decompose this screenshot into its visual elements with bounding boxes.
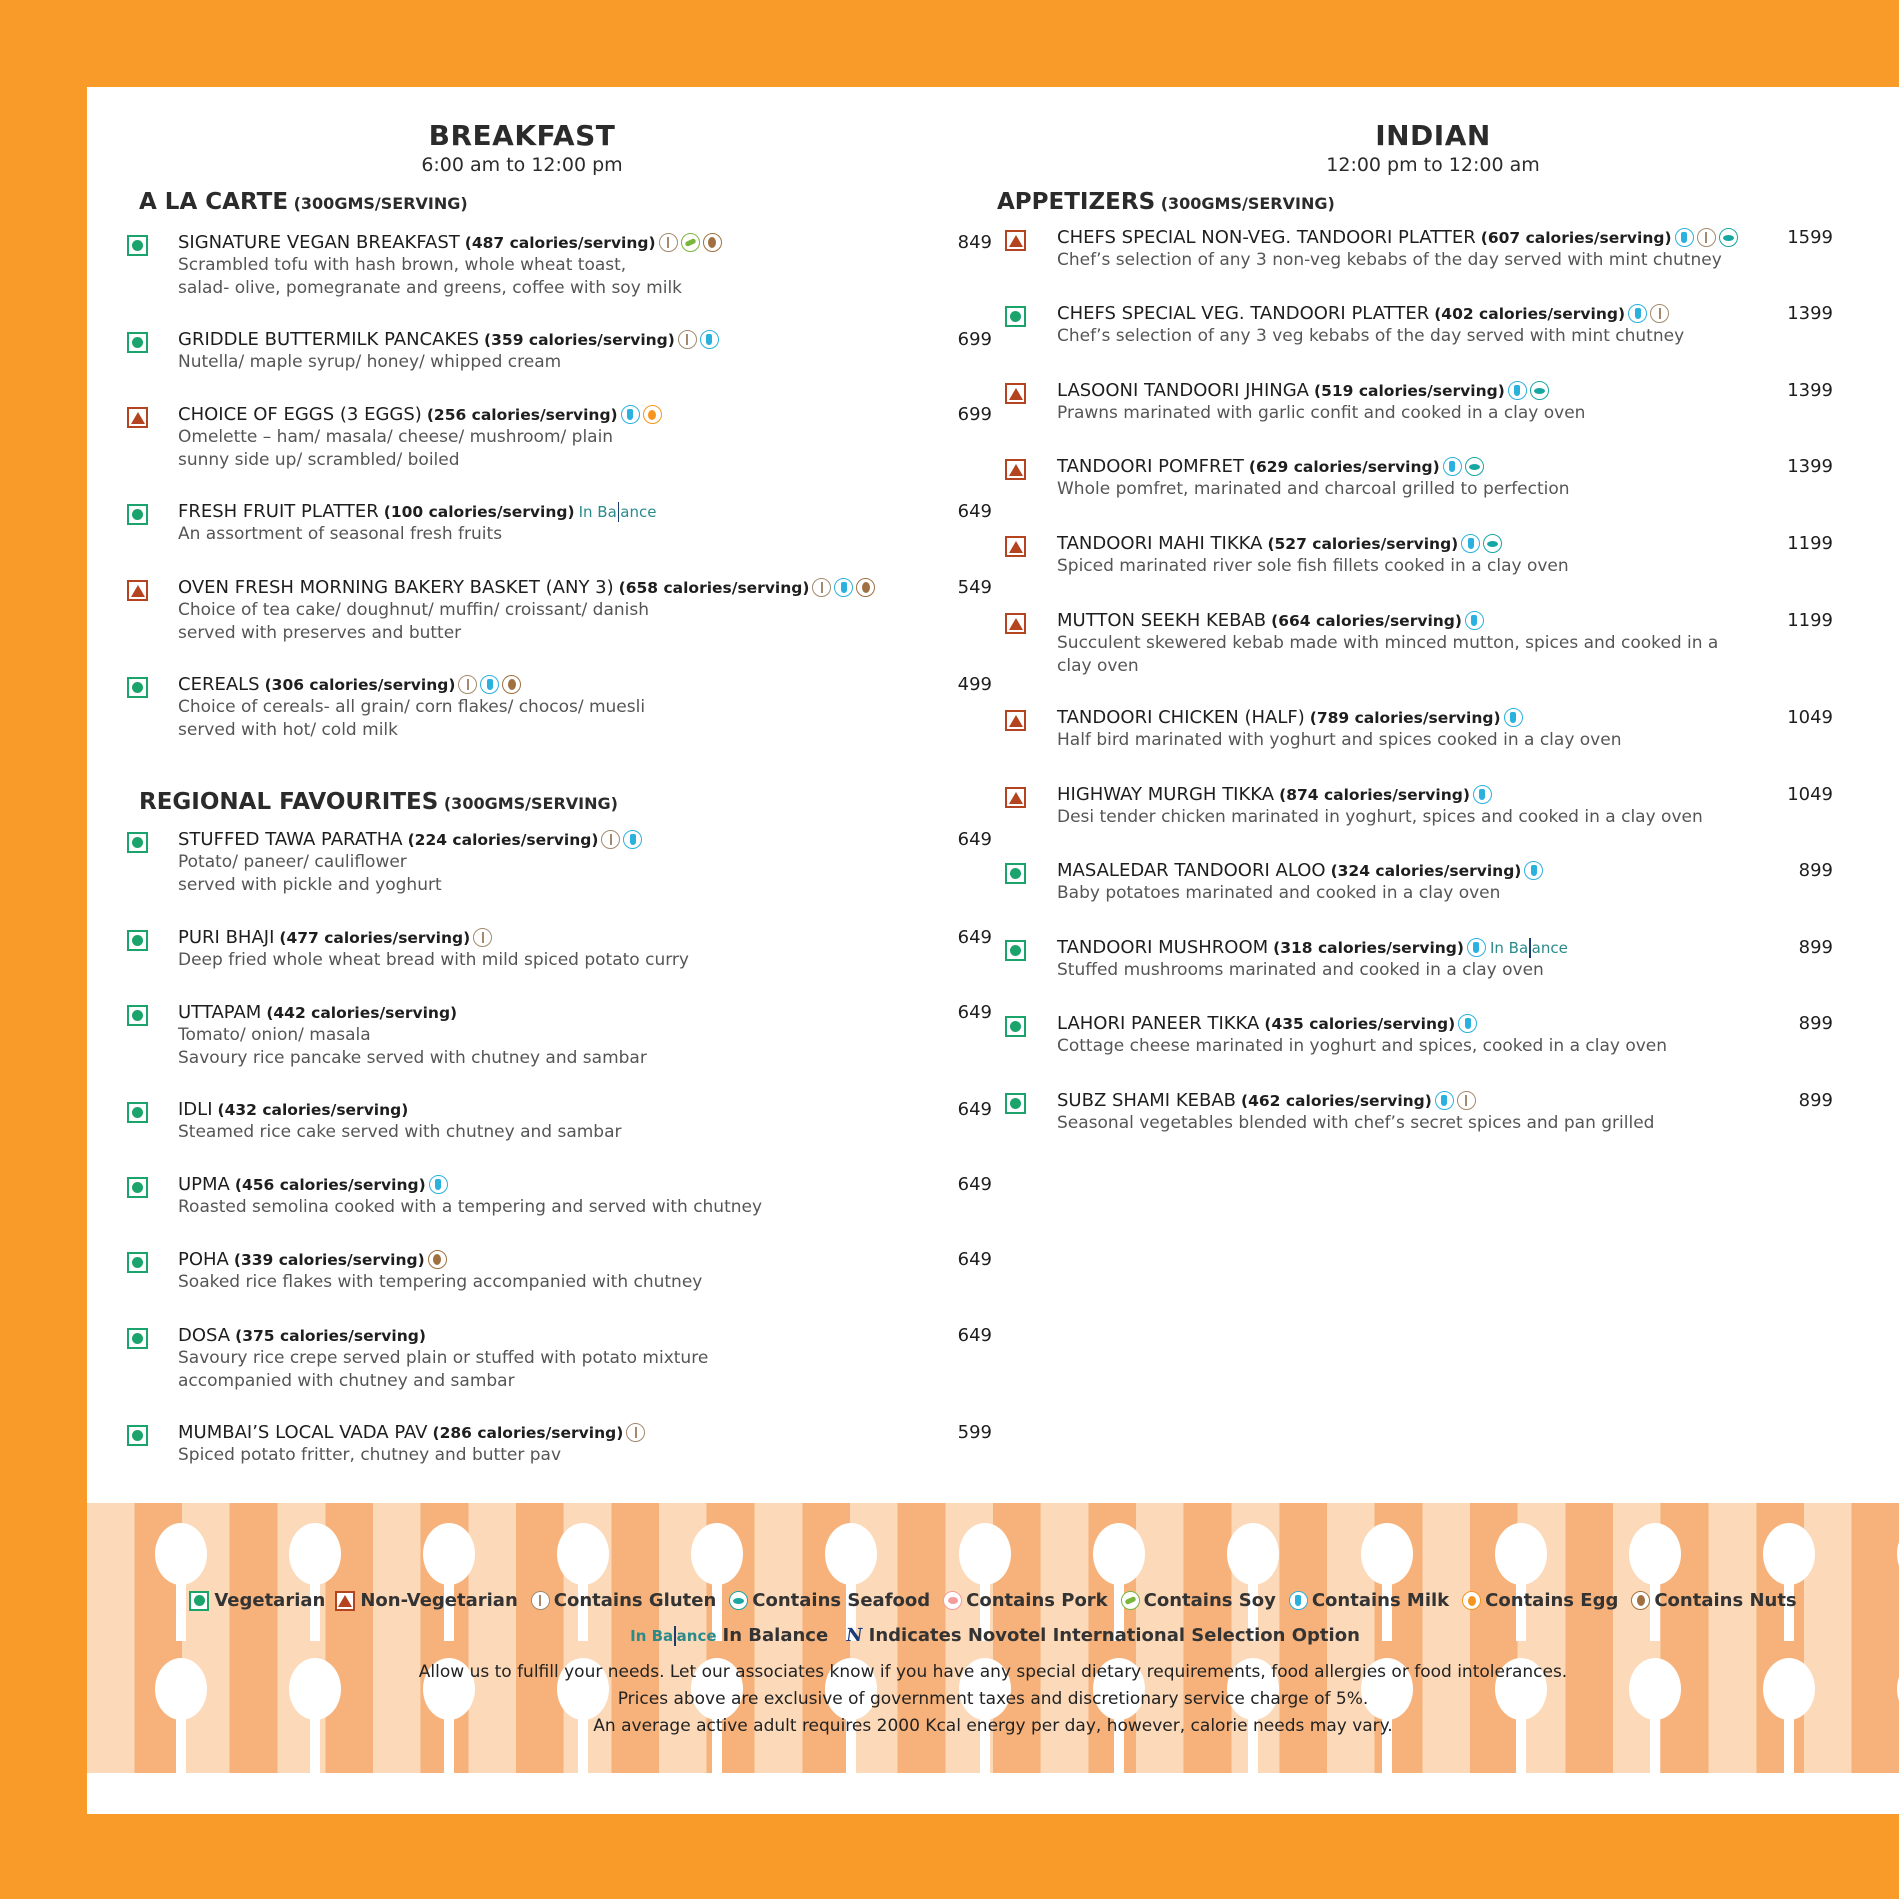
section-heading [139,189,468,215]
spoon-pattern-icon [289,1523,341,1585]
milk-icon [621,405,640,424]
section-title: A LA CARTE [139,189,289,215]
veg-mark-icon [189,1591,209,1611]
item-name-line [178,1002,647,1023]
indian-hours: 12:00 pm to 12:00 am [1326,154,1540,176]
item-price: 649 [957,501,992,522]
item-name-line [178,577,875,598]
milk-icon [1467,938,1486,957]
veg-mark-icon [127,677,148,698]
gluten-icon [1697,228,1716,247]
legend-in-balance-label: In Balance [722,1625,829,1646]
in-balance-logo-right: ance [676,1626,717,1645]
seafood-icon [1719,228,1738,247]
milk-icon [429,1175,448,1194]
item-description: Choice of tea cake/ doughnut/ muffin/ croissant/ danish [178,600,649,620]
non-veg-mark-icon [1005,787,1026,808]
item-price: 649 [957,1325,992,1346]
section-subtitle: (300GMS/SERVING) [1155,194,1335,213]
item-name: FRESH FRUIT PLATTER [178,501,379,522]
non-veg-mark-icon [127,407,148,428]
item-description: An assortment of seasonal fresh fruits [178,524,503,544]
item-name: TANDOORI MAHI TIKKA [1057,533,1263,554]
item-description: sunny side up/ scrambled/ boiled [178,450,460,470]
item-calories: (224 calories/serving) [407,830,599,849]
milk-icon [700,330,719,349]
gluten-icon [678,330,697,349]
item-description: Half bird marinated with yoghurt and spices cooked in a clay oven [1057,730,1622,750]
item-name: CHEFS SPECIAL VEG. TANDOORI PLATTER [1057,303,1430,324]
spoon-pattern-icon [423,1523,475,1585]
item-price: 1049 [1787,784,1833,805]
legend-gluten [528,1590,717,1611]
legend-egg [1459,1590,1618,1611]
spoon-pattern-icon [1227,1523,1279,1585]
breakfast-heading [87,119,957,176]
spoon-pattern-icon [155,1523,207,1585]
item-description: Chef’s selection of any 3 non-veg kebabs of the day served with mint chutney [1057,250,1722,270]
item-name-line [1057,860,1543,881]
item-name: PURI BHAJI [178,927,275,948]
spoon-pattern-icon [825,1523,877,1585]
milk-icon [1473,785,1492,804]
item-calories: (442 calories/serving) [266,1003,458,1022]
item-price: 1049 [1787,707,1833,728]
item-description: Omelette – ham/ masala/ cheese/ mushroom/ plain [178,427,614,447]
gluten-icon [458,675,477,694]
item-name: TANDOORI MUSHROOM [1057,937,1269,958]
item-description: Stuffed mushrooms marinated and cooked in a clay oven [1057,960,1544,980]
item-calories: (435 calories/serving) [1264,1014,1456,1033]
item-name-line [178,927,689,948]
item-description: Spiced marinated river sole fish fillets cooked in a clay oven [1057,556,1569,576]
item-description: accompanied with chutney and sambar [178,1371,515,1391]
seafood-icon [1483,534,1502,553]
legend-vegetarian-label: Vegetarian [214,1590,326,1611]
note-dietary: Allow us to fulfill your needs. Let our associates know if you have any special dietary requirements, food allergies or food intolerances. [418,1662,1568,1682]
nuts-icon [428,1250,447,1269]
milk-icon [480,675,499,694]
spoon-pattern-icon [1495,1523,1547,1585]
note-calories: An average active adult requires 2000 Kcal energy per day, however, calorie needs may vary. [593,1716,1393,1736]
item-name-line [1057,707,1621,728]
seafood-icon [729,1591,748,1610]
milk-icon [1675,228,1694,247]
spoon-pattern-icon [691,1523,743,1585]
milk-icon [1443,457,1462,476]
veg-mark-icon [1005,306,1026,327]
spoon-pattern-icon [1361,1523,1413,1585]
item-description: Deep fried whole wheat bread with mild spiced potato curry [178,950,689,970]
item-description: Succulent skewered kebab made with minced mutton, spices and cooked in a [1057,633,1719,653]
item-name-line [1057,1013,1667,1034]
veg-mark-icon [1005,1093,1026,1114]
item-calories: (487 calories/serving) [464,233,656,252]
milk-icon [834,578,853,597]
item-name-line [1057,1090,1654,1111]
milk-icon [1458,1014,1477,1033]
item-calories: (607 calories/serving) [1480,228,1672,247]
legend-pork [940,1590,1108,1611]
indian-title: INDIAN [1375,119,1491,152]
soy-icon [681,233,700,252]
item-name: MUTTON SEEKH KEBAB [1057,610,1267,631]
item-name: IDLI [178,1099,213,1120]
dietary-legend-row-2 [87,1625,1899,1646]
in-balance-logo-icon: In Ba ance [1489,938,1568,957]
in-balance-logo-left: In Ba [630,1626,674,1645]
indian-heading [967,119,1899,176]
seafood-icon [1465,457,1484,476]
veg-mark-icon [127,930,148,951]
egg-icon [643,405,662,424]
item-name: UTTAPAM [178,1002,262,1023]
legend-nuts [1628,1590,1796,1611]
item-calories: (432 calories/serving) [217,1100,409,1119]
spoon-pattern-icon [557,1523,609,1585]
item-name: GRIDDLE BUTTERMILK PANCAKES [178,329,480,350]
item-name-line [178,1249,702,1270]
item-name: CHOICE OF EGGS (3 EGGS) [178,404,422,425]
pork-icon [943,1591,962,1610]
gluten-icon [626,1423,645,1442]
veg-mark-icon [1005,940,1026,961]
item-name: OVEN FRESH MORNING BAKERY BASKET (ANY 3) [178,577,614,598]
gluten-icon [531,1591,550,1610]
item-calories: (339 calories/serving) [233,1250,425,1269]
item-name-line [178,329,719,350]
item-description: Steamed rice cake served with chutney and sambar [178,1122,622,1142]
item-description: Scrambled tofu with hash brown, whole wheat toast, [178,255,627,275]
item-calories: (629 calories/serving) [1248,457,1440,476]
item-calories: (874 calories/serving) [1279,785,1470,804]
veg-mark-icon [1005,863,1026,884]
nuts-icon [1631,1591,1650,1610]
item-price: 649 [957,927,992,948]
item-calories: (286 calories/serving) [432,1423,624,1442]
veg-mark-icon [127,1425,148,1446]
milk-icon [1504,708,1523,727]
item-description: Prawns marinated with garlic confit and cooked in a clay oven [1057,403,1586,423]
in-balance-logo-icon [630,1626,716,1646]
milk-icon [623,830,642,849]
legend-nis [838,1625,1360,1646]
item-price: 1199 [1787,533,1833,554]
item-name: SIGNATURE VEGAN BREAKFAST [178,232,460,253]
item-price: 899 [1798,1013,1833,1034]
item-name: LASOONI TANDOORI JHINGA [1057,380,1309,401]
item-description: Nutella/ maple syrup/ honey/ whipped cream [178,352,562,372]
item-calories: (306 calories/serving) [264,675,456,694]
item-name: SUBZ SHAMI KEBAB [1057,1090,1237,1111]
item-price: 649 [957,1249,992,1270]
non-veg-mark-icon [335,1591,355,1611]
item-description: Potato/ paneer/ cauliflower [178,852,407,872]
gluten-icon [601,830,620,849]
note-prices: Prices above are exclusive of government taxes and discretionary service charge of 5%. [617,1689,1369,1709]
item-price: 599 [957,1422,992,1443]
veg-mark-icon [127,235,148,256]
legend-non-vegetarian-label: Non-Vegetarian [360,1590,518,1611]
breakfast-hours: 6:00 am to 12:00 pm [421,154,623,176]
legend-vegetarian [189,1590,325,1611]
item-description: Desi tender chicken marinated in yoghurt, spices and cooked in a clay oven [1057,807,1703,827]
milk-icon [1461,534,1480,553]
item-price: 649 [957,1002,992,1023]
gluten-icon [812,578,831,597]
milk-icon [1628,304,1647,323]
section-subtitle: (300GMS/SERVING) [438,794,618,813]
non-veg-mark-icon [1005,459,1026,480]
item-description: Soaked rice flakes with tempering accompanied with chutney [178,1272,703,1292]
item-description: salad- olive, pomegranate and greens, coffee with soy milk [178,278,683,298]
non-veg-mark-icon [1005,383,1026,404]
item-name-line [178,1325,708,1346]
item-calories: (664 calories/serving) [1271,611,1462,630]
item-name-line [1057,784,1703,805]
menu-sheet [87,87,1899,1814]
item-price: 849 [957,232,992,253]
item-price: 649 [957,1099,992,1120]
item-description: Choice of cereals- all grain/ corn flakes/ chocos/ muesli [178,697,646,717]
legend-nis-label: Indicates Novotel International Selection Option [868,1625,1360,1646]
item-name: CEREALS [178,674,260,695]
breakfast-title: BREAKFAST [428,119,616,152]
item-description: Whole pomfret, marinated and charcoal grilled to perfection [1057,479,1570,499]
item-calories: (658 calories/serving) [618,578,810,597]
item-name: STUFFED TAWA PARATHA [178,829,403,850]
item-price: 1599 [1787,227,1833,248]
item-price: 649 [957,829,992,850]
item-price: 649 [957,1174,992,1195]
item-description: clay oven [1057,656,1139,676]
item-calories: (359 calories/serving) [484,330,675,349]
item-price: 899 [1798,860,1833,881]
milk-icon [1465,611,1484,630]
item-price: 1399 [1787,380,1833,401]
item-name-line [1057,456,1570,477]
legend-gluten-label: Contains Gluten [553,1590,717,1611]
dietary-legend [87,1590,1899,1611]
item-price: 1399 [1787,303,1833,324]
item-description: served with preserves and butter [178,623,462,643]
section-heading [997,189,1335,215]
gluten-icon [1457,1091,1476,1110]
item-calories: (789 calories/serving) [1309,708,1501,727]
item-description: Cottage cheese marinated in yoghurt and spices, cooked in a clay oven [1057,1036,1668,1056]
breakfast-column [87,87,992,1465]
item-description: served with pickle and yoghurt [178,875,442,895]
item-description: Spiced potato fritter, chutney and butter pav [178,1445,561,1465]
item-name-line [1057,610,1718,631]
veg-mark-icon [127,1252,148,1273]
veg-mark-icon [127,332,148,353]
item-calories: (527 calories/serving) [1267,534,1459,553]
legend-seafood-label: Contains Seafood [752,1590,931,1611]
veg-mark-icon [127,1177,148,1198]
legend-non-vegetarian [335,1590,517,1611]
item-calories: (519 calories/serving) [1314,381,1505,400]
milk-icon [1508,381,1527,400]
spoon-pattern-icon [1093,1523,1145,1585]
item-price: 699 [957,329,992,350]
spoon-pattern-icon [959,1523,1011,1585]
item-description: Savoury rice pancake served with chutney and sambar [178,1048,647,1068]
section-heading [139,789,618,815]
item-name: HIGHWAY MURGH TIKKA [1057,784,1275,805]
item-calories: (456 calories/serving) [234,1175,426,1194]
item-name-line [178,829,642,850]
item-name: UPMA [178,1174,230,1195]
item-description: Baby potatoes marinated and cooked in a clay oven [1057,883,1501,903]
spoon-pattern-icon [1763,1523,1815,1585]
spoon-pattern-icon [1629,1523,1681,1585]
nuts-icon [703,233,722,252]
gluten-icon [473,928,492,947]
veg-mark-icon [127,1005,148,1026]
item-calories: (375 calories/serving) [235,1326,426,1345]
item-calories: (402 calories/serving) [1434,304,1626,323]
seafood-icon [1530,381,1549,400]
item-price: 699 [957,404,992,425]
milk-icon [1524,861,1543,880]
item-calories: (318 calories/serving) [1273,938,1464,957]
non-veg-mark-icon [1005,230,1026,251]
item-price: 899 [1798,937,1833,958]
item-name-line [178,1422,645,1443]
item-name-line [178,404,662,425]
item-name-line [178,1174,762,1195]
section-title: APPETIZERS [997,189,1156,215]
item-name-line [178,501,656,522]
milk-icon [1435,1091,1454,1110]
item-name: MASALEDAR TANDOORI ALOO [1057,860,1326,881]
item-name: TANDOORI POMFRET [1057,456,1244,477]
item-name-line [178,232,722,253]
item-name-line [178,1099,622,1120]
item-name-line [1057,227,1738,248]
item-description: Roasted semolina cooked with a tempering and served with chutney [178,1197,763,1217]
footer-notes [87,1659,1899,1740]
soy-icon [1121,1591,1140,1610]
milk-icon [1289,1591,1308,1610]
in-balance-logo-icon: In Ba ance [578,502,657,521]
legend-milk-label: Contains Milk [1311,1590,1450,1611]
veg-mark-icon [127,1102,148,1123]
veg-mark-icon [127,832,148,853]
item-calories: (100 calories/serving) [383,502,575,521]
non-veg-mark-icon [1005,613,1026,634]
item-price: 549 [957,577,992,598]
nuts-icon [856,578,875,597]
item-description: Savoury rice crepe served plain or stuffed with potato mixture [178,1348,709,1368]
gluten-icon [1650,304,1669,323]
item-description: Tomato/ onion/ masala [178,1025,371,1045]
legend-in-balance [626,1625,828,1646]
item-name: MUMBAI’S LOCAL VADA PAV [178,1422,428,1443]
section-subtitle: (300GMS/SERVING) [288,194,468,213]
legend-egg-label: Contains Egg [1485,1590,1619,1611]
item-calories: (477 calories/serving) [279,928,471,947]
nuts-icon [502,675,521,694]
legend-nuts-label: Contains Nuts [1654,1590,1797,1611]
item-name-line [178,674,645,695]
non-veg-mark-icon [1005,536,1026,557]
non-veg-mark-icon [127,580,148,601]
item-price: 899 [1798,1090,1833,1111]
item-calories: (324 calories/serving) [1330,861,1522,880]
item-name: CHEFS SPECIAL NON-VEG. TANDOORI PLATTER [1057,227,1476,248]
item-description: Chef’s selection of any 3 veg kebabs of the day served with mint chutney [1057,326,1685,346]
item-name-line [1057,533,1569,554]
item-description: served with hot/ cold milk [178,720,398,740]
novotel-selection-icon: N [844,1625,865,1646]
legend-soy [1118,1590,1276,1611]
legend-pork-label: Contains Pork [966,1590,1108,1611]
item-description: Seasonal vegetables blended with chef’s secret spices and pan grilled [1057,1113,1655,1133]
item-price: 1199 [1787,610,1833,631]
item-name-line [1057,937,1568,958]
veg-mark-icon [127,1328,148,1349]
item-name: LAHORI PANEER TIKKA [1057,1013,1260,1034]
legend-soy-label: Contains Soy [1143,1590,1276,1611]
item-price: 1399 [1787,456,1833,477]
item-name: DOSA [178,1325,231,1346]
veg-mark-icon [1005,1016,1026,1037]
item-name: TANDOORI CHICKEN (HALF) [1057,707,1305,728]
legend-milk [1286,1590,1449,1611]
gluten-icon [659,233,678,252]
item-name-line [1057,303,1684,324]
item-name-line [1057,380,1585,401]
item-calories: (256 calories/serving) [426,405,618,424]
non-veg-mark-icon [1005,710,1026,731]
item-name: POHA [178,1249,229,1270]
veg-mark-icon [127,504,148,525]
legend-seafood [726,1590,930,1611]
item-price: 499 [957,674,992,695]
section-title: REGIONAL FAVOURITES [139,789,439,815]
item-calories: (462 calories/serving) [1241,1091,1432,1110]
egg-icon [1462,1591,1481,1610]
